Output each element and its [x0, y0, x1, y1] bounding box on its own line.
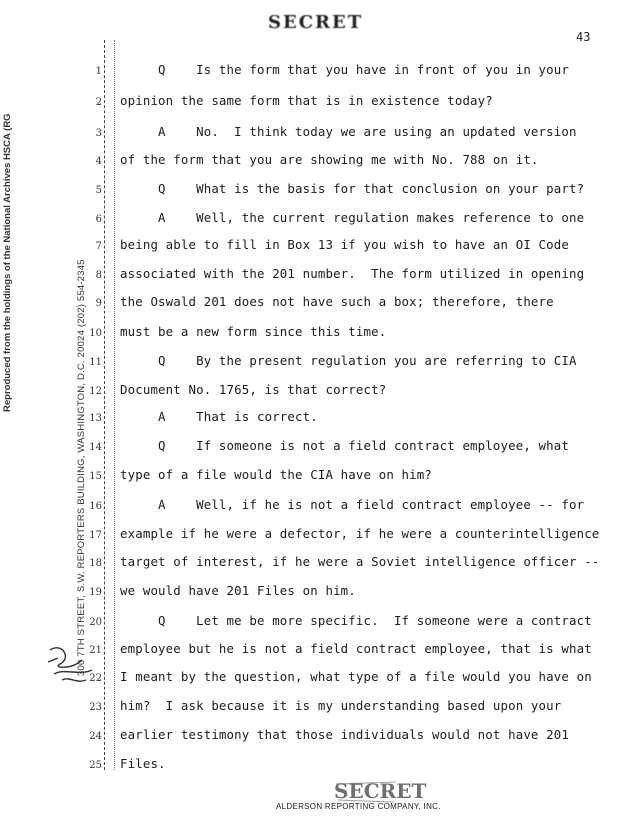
reporting-company-footer: ALDERSON REPORTING COMPANY, INC.	[276, 802, 441, 811]
line-number: 20	[89, 617, 102, 628]
line-number: 15	[89, 471, 102, 482]
transcript-line: employee but he is not a field contract employee, that is what	[120, 641, 592, 656]
transcript-line: I meant by the question, what type of a file would you have on	[120, 669, 592, 684]
left-margin-rule-inner	[114, 40, 115, 770]
reporter-address: 300 7TH STREET, S.W. REPORTERS BUILDING, WASHINGTON, D.C. 20024 (202) 554-2345	[76, 259, 87, 676]
transcript-line: the Oswald 201 does not have such a box; therefore, there	[120, 294, 554, 309]
left-margin-rule	[104, 40, 105, 770]
secret-stamp-header: SECRET	[268, 12, 364, 33]
transcript-line: Files.	[120, 756, 166, 771]
line-number: 5	[95, 185, 102, 196]
transcript-line: being able to fill in Box 13 if you wish to have an OI Code	[120, 237, 569, 252]
line-number: 18	[89, 558, 102, 569]
transcript-line: we would have 201 Files on him.	[120, 583, 356, 598]
transcript-line: A That is correct.	[120, 409, 318, 424]
line-number: 12	[89, 386, 102, 397]
line-number: 22	[89, 673, 102, 684]
secret-stamp-footer-icon	[332, 778, 427, 804]
line-number: 14	[89, 442, 102, 453]
transcript-line: Q Let me be more specific. If someone were a contract	[120, 613, 592, 628]
transcript-line: him? I ask because it is my understanding based upon your	[120, 698, 562, 713]
transcript-line: associated with the 201 number. The form utilized in opening	[120, 266, 585, 281]
line-number: 6	[95, 214, 102, 225]
transcript-line: Q Is the form that you have in front of you in your	[120, 62, 569, 77]
archive-reproduction-note: Reproduced from the holdings of the National Archives HSCA (RG	[2, 113, 13, 412]
transcript-line: Q If someone is not a field contract employee, what	[120, 438, 569, 453]
transcript-line: A No. I think today we are using an updated version	[120, 124, 577, 139]
line-number: 13	[89, 413, 102, 424]
transcript-line: must be a new form since this time.	[120, 324, 387, 339]
line-number: 10	[89, 328, 102, 339]
line-number: 11	[89, 357, 102, 368]
line-number: 9	[95, 298, 102, 309]
transcript-line: Q What is the basis for that conclusion on your part?	[120, 181, 585, 196]
transcript-line: Q By the present regulation you are referring to CIA	[120, 353, 577, 368]
line-number: 24	[89, 731, 102, 742]
line-number: 17	[89, 530, 102, 541]
transcript-line: of the form that you are showing me with No. 788 on it.	[120, 152, 539, 167]
transcript-line: type of a file would the CIA have on him?	[120, 467, 433, 482]
line-number: 1	[95, 66, 102, 77]
line-number: 21	[89, 645, 102, 656]
line-number: 3	[95, 128, 102, 139]
line-number: 7	[95, 241, 102, 252]
line-number: 16	[89, 501, 102, 512]
transcript-line: earlier testimony that those individuals would not have 201	[120, 727, 569, 742]
transcript-line: Document No. 1765, is that correct?	[120, 382, 387, 397]
line-number: 19	[89, 587, 102, 598]
line-number: 8	[95, 270, 102, 281]
transcript-line: opinion the same form that is in existence today?	[120, 93, 493, 108]
line-number: 23	[89, 702, 102, 713]
svg-text:SECRET: SECRET	[334, 779, 427, 803]
transcript-line: A Well, if he is not a field contract employee -- for	[120, 497, 585, 512]
transcript-line: example if he were a defector, if he were a counterintelligence	[120, 526, 600, 541]
line-number: 25	[89, 760, 102, 771]
line-number: 4	[95, 156, 102, 167]
line-number: 2	[95, 97, 102, 108]
page-number: 43	[576, 30, 591, 44]
transcript-line: A Well, the current regulation makes reference to one	[120, 210, 585, 225]
transcript-line: target of interest, if he were a Soviet intelligence officer --	[120, 554, 600, 569]
